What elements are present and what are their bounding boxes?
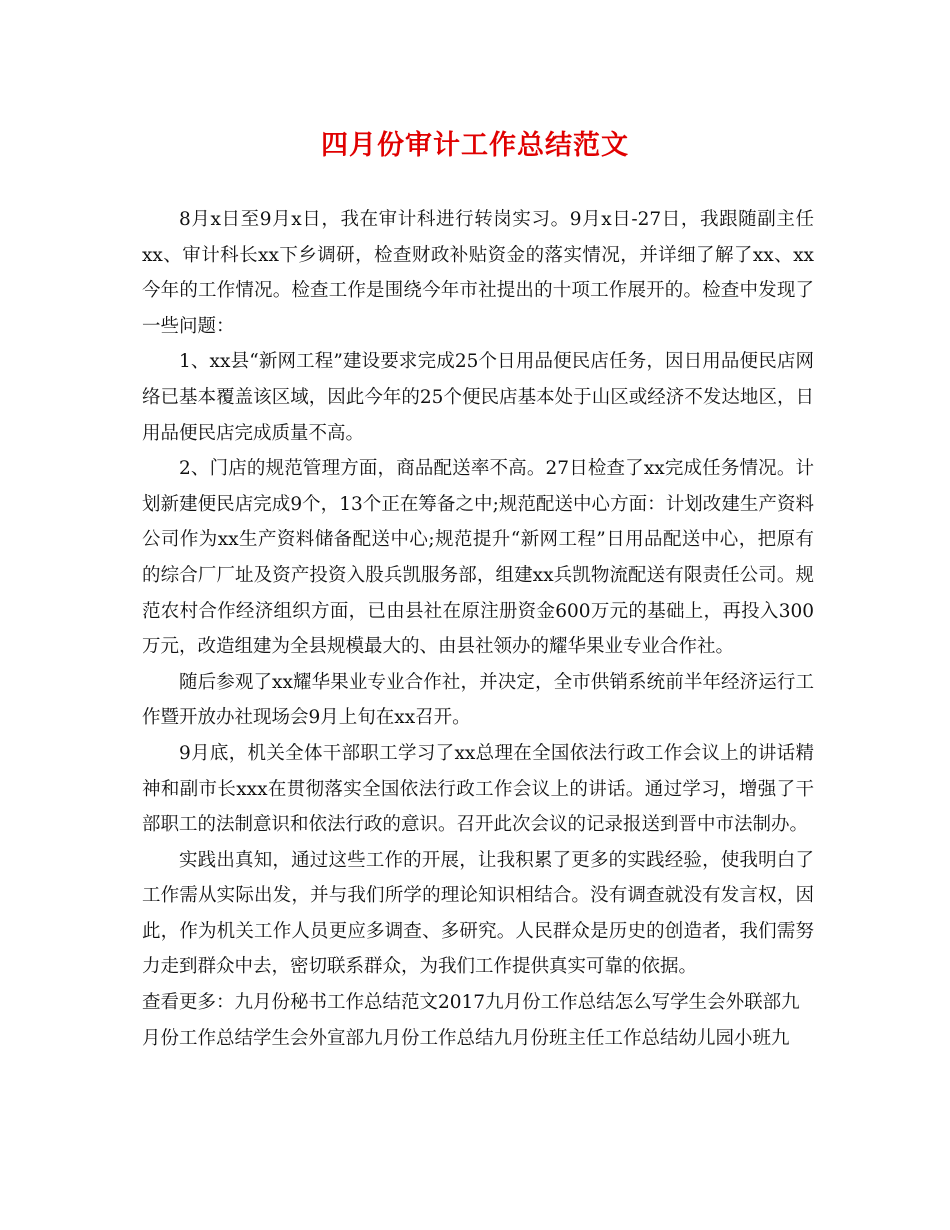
paragraph-visit: 随后参观了xx耀华果业专业合作社，并决定，全市供销系统前半年经济运行工作暨开放办社现场会9月上旬在xx召开。 [142, 671, 814, 729]
paragraph-item-2: 2、门店的规范管理方面，商品配送率不高。27日检查了xx完成任务情况。计划新建便民店完成9个，13个正在筹备之中;规范配送中心方面：计划改建生产资料公司作为xx生产资料储备配送中心;规范提升“新网工程”日用品配送中心，把原有的综合厂厂址及资产投资入股兵凯服务部，组建xx兵凯物流配送有限责任公司。规范农村合作经济组织方面，已由县社在原注册资金600万元的基础上，再投入300万元，改造组建为全县规模最大的、由县社领办的耀华果业专业合作社。 [142, 458, 814, 658]
document-body [142, 202, 814, 1056]
paragraph-item-1: 1、xx县“新网工程”建设要求完成25个日用品便民店任务，因日用品便民店网络已基本覆盖该区域，因此今年的25个便民店基本处于山区或经济不发达地区，日用品便民店完成质量不高。 [142, 351, 814, 444]
paragraph-intro: 8月x日至9月x日，我在审计科进行转岗实习。9月x日-27日，我跟随副主任xx、审计科长xx下乡调研，检查财政补贴资金的落实情况，并详细了解了xx、xx今年的工作情况。检查工作是围绕今年市社提出的十项工作展开的。检查中发现了一些问题： [142, 209, 814, 337]
document-title: 四月份审计工作总结范文 [321, 130, 629, 161]
paragraph-study: 9月底，机关全体干部职工学习了xx总理在全国依法行政工作会议上的讲话精神和副市长xxx在贯彻落实全国依法行政工作会议上的讲话。通过学习，增强了干部职工的法制意识和依法行政的意识。召开此次会议的记录报送到晋中市法制办。 [142, 742, 814, 836]
more-links[interactable]: 查看更多：九月份秘书工作总结范文2017九月份工作总结怎么写学生会外联部九月份工作总结学生会外宣部九月份工作总结九月份班主任工作总结幼儿园小班九 [142, 992, 800, 1049]
paragraph-conclusion: 实践出真知，通过这些工作的开展，让我积累了更多的实践经验，使我明白了工作需从实际出发，并与我们所学的理论知识相结合。没有调查就没有发言权，因此，作为机关工作人员更应多调查、多研究。人民群众是历史的创造者，我们需努力走到群众中去，密切联系群众，为我们工作提供真实可靠的依据。 [142, 849, 814, 978]
